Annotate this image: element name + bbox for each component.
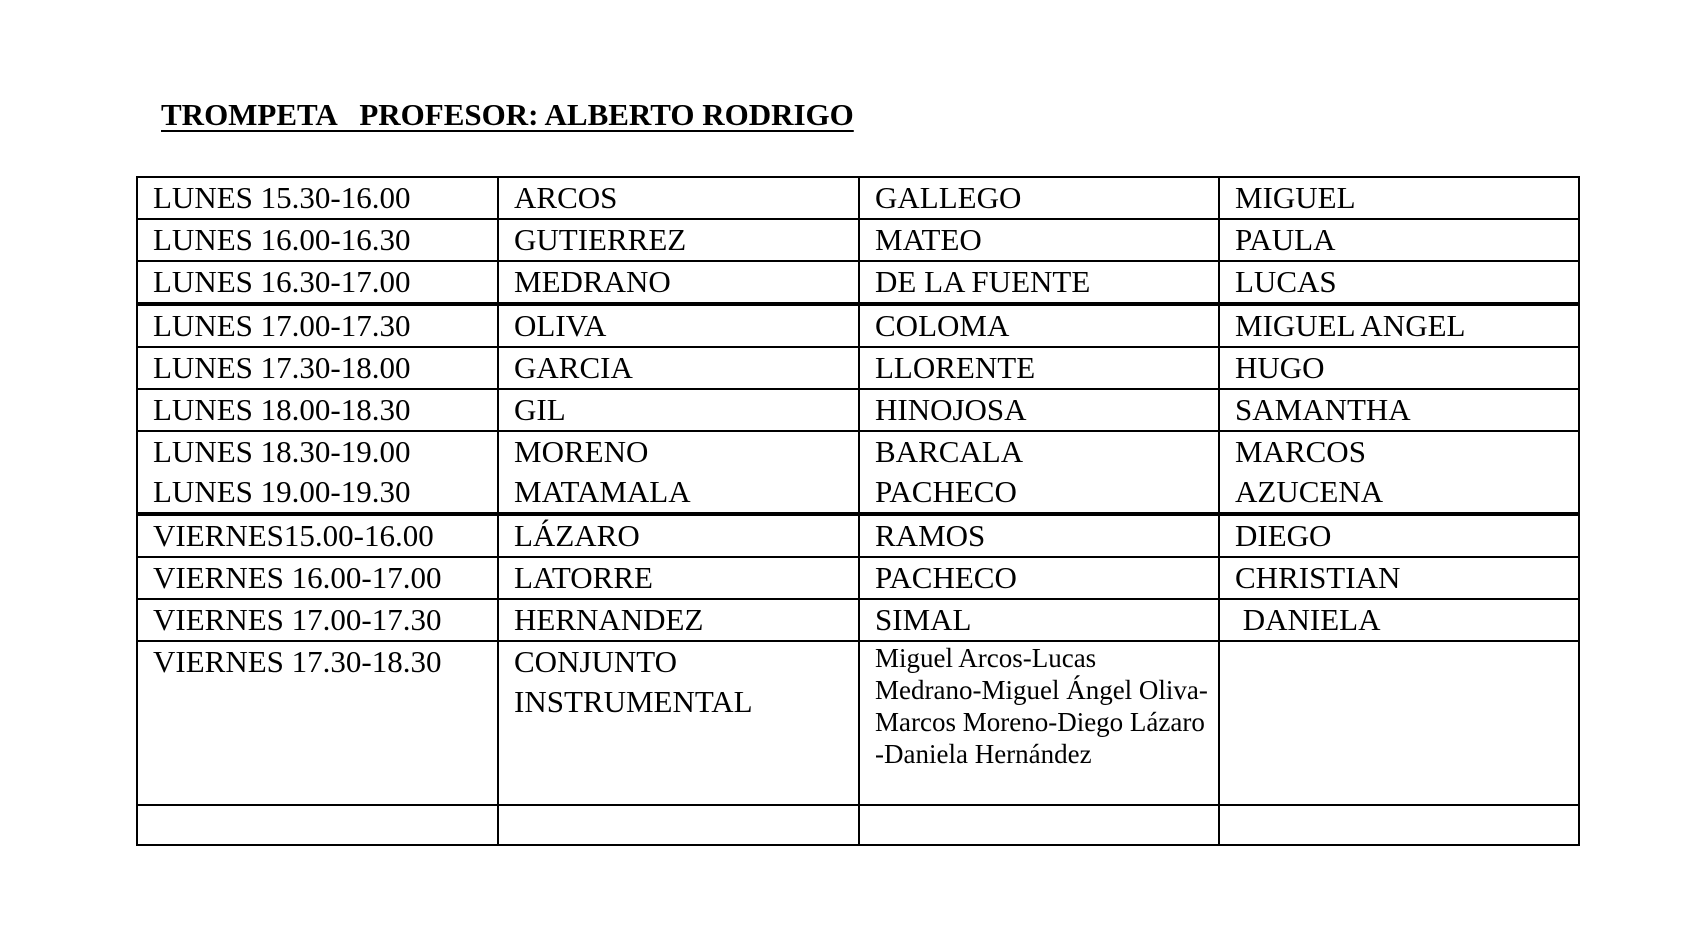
first-name-line: MARCOS — [1235, 434, 1366, 469]
surname-1-cell: GARCIA — [498, 347, 859, 389]
first-name-cell — [1219, 431, 1579, 514]
surname-1-line: MATAMALA — [514, 474, 691, 509]
surname-1-line: MORENO — [514, 434, 649, 469]
surname-1-line: INSTRUMENTAL — [514, 684, 753, 719]
surname-1-cell: GUTIERREZ — [498, 219, 859, 261]
first-name-cell — [1219, 641, 1579, 805]
schedule-table — [136, 176, 1580, 846]
surname-2-cell — [859, 431, 1219, 514]
time-line: LUNES 18.30-19.00 — [153, 434, 411, 469]
first-name-cell: MIGUEL ANGEL — [1219, 304, 1579, 347]
time-line: LUNES 19.00-19.30 — [153, 474, 411, 509]
surname-2-cell — [859, 805, 1219, 845]
table-row — [137, 261, 1579, 304]
first-name-cell: PAULA — [1219, 219, 1579, 261]
time-cell — [137, 431, 498, 514]
table-row — [137, 389, 1579, 431]
first-name-cell: SAMANTHA — [1219, 389, 1579, 431]
table-row — [137, 557, 1579, 599]
time-cell — [137, 805, 498, 845]
table-row — [137, 304, 1579, 347]
table-row — [137, 347, 1579, 389]
document-title: TROMPETA PROFESOR: ALBERTO RODRIGO — [161, 97, 854, 132]
table-row — [137, 177, 1579, 219]
time-cell: LUNES 17.00-17.30 — [137, 304, 498, 347]
time-cell: VIERNES 17.30-18.30 — [137, 641, 498, 805]
surname-1-cell: HERNANDEZ — [498, 599, 859, 641]
table-row — [137, 431, 1579, 514]
time-cell: VIERNES 17.00-17.30 — [137, 599, 498, 641]
time-cell: LUNES 16.00-16.30 — [137, 219, 498, 261]
surname-2-cell: HINOJOSA — [859, 389, 1219, 431]
first-name-cell: DIEGO — [1219, 514, 1579, 557]
first-name-cell: CHRISTIAN — [1219, 557, 1579, 599]
table-row — [137, 219, 1579, 261]
time-cell: LUNES 17.30-18.00 — [137, 347, 498, 389]
first-name-cell: HUGO — [1219, 347, 1579, 389]
surname-1-cell: GIL — [498, 389, 859, 431]
surname-2-cell: GALLEGO — [859, 177, 1219, 219]
table-row — [137, 641, 1579, 805]
surname-2-cell: MATEO — [859, 219, 1219, 261]
ensemble-members-cell: Miguel Arcos-Lucas Medrano-Miguel Ángel Oliva- Marcos Moreno-Diego Lázaro -Daniela Hernández — [859, 641, 1219, 805]
surname-1-cell: MEDRANO — [498, 261, 859, 304]
first-name-cell — [1219, 805, 1579, 845]
surname-2-cell: SIMAL — [859, 599, 1219, 641]
table-row — [137, 599, 1579, 641]
table-row — [137, 805, 1579, 845]
time-cell: LUNES 18.00-18.30 — [137, 389, 498, 431]
time-cell: VIERNES 16.00-17.00 — [137, 557, 498, 599]
surname-1-cell: ARCOS — [498, 177, 859, 219]
time-cell: LUNES 15.30-16.00 — [137, 177, 498, 219]
first-name-cell: LUCAS — [1219, 261, 1579, 304]
surname-2-cell: RAMOS — [859, 514, 1219, 557]
first-name-cell: MIGUEL — [1219, 177, 1579, 219]
surname-2-cell: COLOMA — [859, 304, 1219, 347]
surname-2-line: BARCALA — [875, 434, 1024, 469]
table-row — [137, 514, 1579, 557]
surname-1-line: CONJUNTO — [514, 644, 678, 679]
surname-2-cell: PACHECO — [859, 557, 1219, 599]
surname-1-cell: OLIVA — [498, 304, 859, 347]
first-name-cell: DANIELA — [1219, 599, 1579, 641]
surname-1-cell — [498, 805, 859, 845]
surname-2-cell: LLORENTE — [859, 347, 1219, 389]
surname-1-cell: LÁZARO — [498, 514, 859, 557]
time-cell: LUNES 16.30-17.00 — [137, 261, 498, 304]
first-name-line: AZUCENA — [1235, 474, 1384, 509]
surname-1-cell: LATORRE — [498, 557, 859, 599]
surname-2-line: PACHECO — [875, 474, 1017, 509]
surname-1-cell — [498, 431, 859, 514]
time-cell: VIERNES15.00-16.00 — [137, 514, 498, 557]
surname-1-cell — [498, 641, 859, 805]
surname-2-cell: DE LA FUENTE — [859, 261, 1219, 304]
